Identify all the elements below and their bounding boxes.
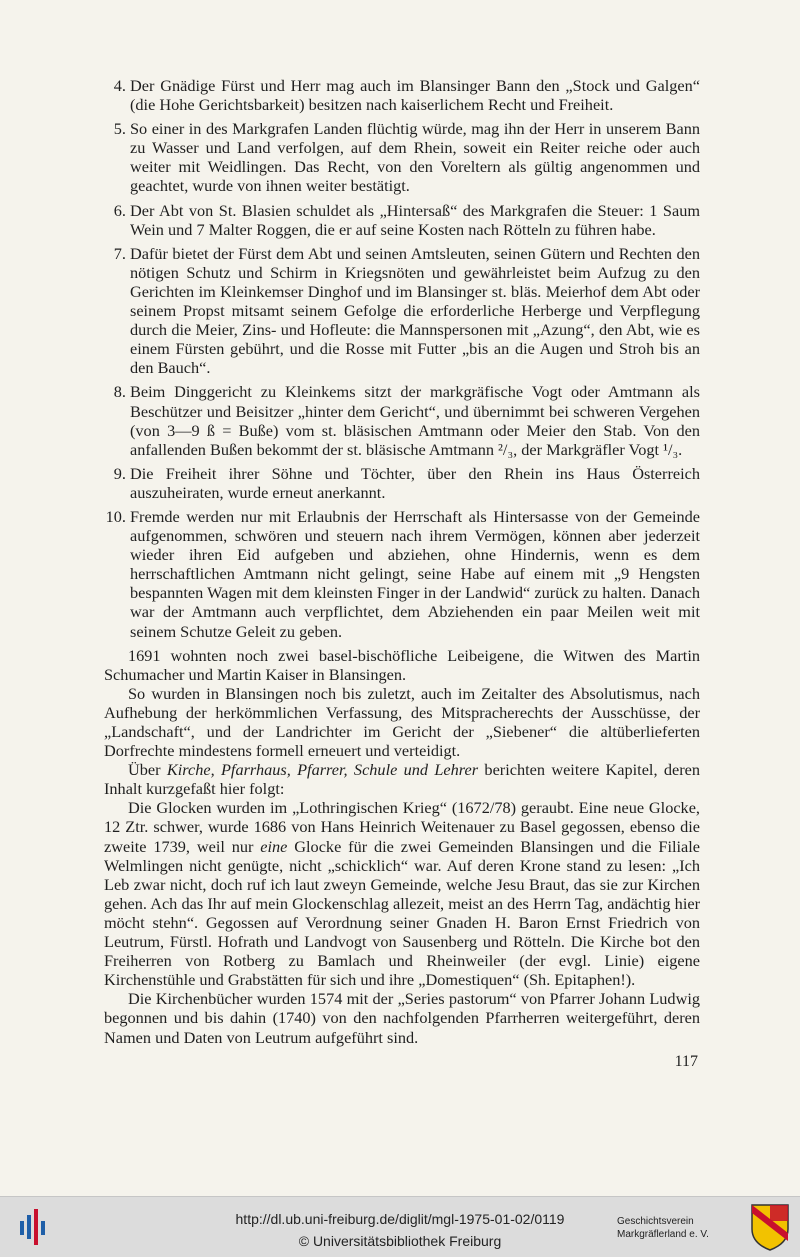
list-item (104, 201, 700, 239)
page-number: 117 (674, 1053, 698, 1070)
list-item-number: 8. (113, 382, 126, 402)
numbered-list (104, 76, 700, 641)
list-item-text: Der Abt von St. Blasien schuldet als „Hintersaß“ des Markgrafen die Steuer: 1 Saum Wein und 7 Malter Roggen, die er auf seine Kosten nach Rötteln zu führen habe. (130, 200, 700, 239)
list-item (104, 507, 700, 641)
list-item-number: 10. (105, 506, 126, 526)
society-name: Geschichtsverein Markgräflerland e. V. (617, 1216, 709, 1240)
list-item-text: Fremde werden nur mit Erlaubnis der Herrschaft als Hintersasse von der Gemeinde aufgenommen, schwören und steuern nach ihrem Vermögen, können aber jederzeit wieder ihren Eid aufgeben und abziehen, ohne Hindernis, wenn es dem herrschaftlichen Amtmann nicht gelingt, seine Habe auf einem mit „9 Hengsten bespannten Wagen mit dem kleinsten Finger in der Landwid“ zurück zu halten. Danach war der Amtmann auch verpflichtet, dem Abziehenden ein paar Meilen weit mit seinem Schutze Geleit zu geben. (130, 506, 700, 641)
list-item (104, 382, 700, 458)
list-item-number: 5. (113, 119, 126, 139)
list-item-number: 6. (113, 200, 126, 220)
viewer-footer (0, 1196, 800, 1257)
paragraph-church-books: Die Kirchenbücher wurden 1574 mit der „Series pastorum“ von Pfarrer Johann Ludwig begonnen und bis dahin (1740) von den nachfolgenden Pfarrherren weitergeführt, deren Namen und Daten von Leutrum aufgeführt sind. (104, 989, 700, 1047)
list-item-text: So einer in des Markgrafen Landen flüchtig würde, mag ihn der Herr in unserem Bann zu Wasser und Land verfolgen, auf dem Rhein, soweit ein Reiter reiche oder auch weiter mit Weidlingen. Das Recht, von den Voreltern als gültig angenommen und geachtet, wurde von ihnen weiter bestätigt. (130, 119, 700, 196)
list-item (104, 464, 700, 502)
emphasis-eine: eine (260, 836, 288, 856)
list-item-number: 9. (113, 463, 126, 483)
emphasis-topics: Kirche, Pfarrhaus, Pfarrer, Schule und Lehrer (166, 760, 479, 780)
permalink-url[interactable]: http://dl.ub.uni-freiburg.de/diglit/mgl-1975-01-02/0119 (235, 1211, 565, 1227)
paragraph-absolutism: So wurden in Blansingen noch bis zuletzt, auch im Zeitalter des Absolutismus, nach Aufhebung der herkömmlichen Verfassung, des Mitspracherechts der Ausschüsse, der „Landschaft“, und der Landrichter im Gericht der „Siebener“ die altüberlieferten Dorfrechte mindestens formell erneuert und verteidigt. (104, 683, 700, 761)
list-item (104, 76, 700, 114)
paragraph-church-intro: Über Kirche, Pfarrhaus, Pfarrer, Schule und Lehrer berichten weitere Kapitel, deren Inhalt kurzgefaßt hier folgt: (104, 760, 701, 799)
list-item-text: Dafür bietet der Fürst dem Abt und seinen Amtsleuten, seinen Gütern und Rechten den nötigen Schutz und Schirm in Kriegsnöten und gewährleistet beim Aufzug zu den Gerichten im Kleinkemser Dinghof und im Blansinger st. bläs. Meierhof dem Abt oder seinem Propst mitsamt seinem Gefolge die erforderliche Herberge und Verpflegung durch die Meier, Zins- und Hofleute: die Mannspersonen mit „Azung“, den Abt, wie es einem Fürsten gebührt, und die Rosse mit Futter „bis an die Augen und Stroh bis an den Bauch“. (130, 243, 700, 378)
list-item-number: 4. (113, 76, 126, 95)
paragraph-1691: 1691 wohnten noch zwei basel-bischöfliche Leibeigene, die Witwen des Martin Schumacher und Martin Kaiser in Blansingen. (104, 645, 700, 684)
list-item-text: Beim Dinggericht zu Kleinkems sitzt der markgräfische Vogt oder Amtmann als Beschützer und Beisitzer „hinter dem Gericht“, und übernimmt bei schweren Vergehen (von 3—9 ß = Buße) vom st. bläsischen Amtmann oder Meier den Stab. Von den anfallenden Bußen bekommt der st. bläsische Amtmann ²/₃, der Markgräfler Vogt ¹/₃. (130, 382, 700, 459)
list-item-text: Der Gnädige Fürst und Herr mag auch im Blansinger Bann den „Stock und Galgen“ (die Hohe Gerichtsbarkeit) besitzen nach kaiserlichem Recht und Freiheit. (130, 76, 700, 115)
list-item (104, 119, 700, 195)
paragraph-bells: Die Glocken wurden im „Lothringischen Krieg“ (1672/78) geraubt. Eine neue Glocke, 12 Ztr. schwer, wurde 1686 von Hans Heinrich Weitenauer zu Basel gegossen, ebenso die zweite 1739, weil nur eine Glocke für die zwei Gemeinden Blansingen und die Filiale Welmlingen nicht genügte, nicht „schicklich“ war. Auf deren Krone stand zu lesen: „Ich Leb zwar nicht, doch ruf ich laut zweyn Gemeinde, welche Jesu Braut, das sie zur Kirchen gehen. Ach das Ihr auf mein Glockenschlag allezeit, meist an des Herrn Tag, andächtig hier möcht stehn“. Gegossen auf Verordnung seiner Gnaden H. Baron Ernst Friedrich von Leutrum, Fürstl. Hofrath und Landvogt von Sausenberg und Rötteln. Die Kirche bot den Freiherren von Rotberg zu Bamlach und Rheinweiler (der evgl. Linie) eigene Kirchenstühle und Grabstätten für sich und ihre „Domestiquen“ (Sh. Epitaphen!). (104, 798, 700, 990)
list-item (104, 244, 700, 378)
ub-freiburg-logo-icon[interactable] (18, 1207, 50, 1247)
coat-of-arms-icon (750, 1203, 790, 1251)
copyright-notice: © Universitätsbibliothek Freiburg (298, 1233, 502, 1249)
list-item-number: 7. (113, 243, 126, 263)
list-item-text: Die Freiheit ihrer Söhne und Töchter, über den Rhein ins Haus Österreich auszuheiraten, wurde erneut anerkannt. (130, 463, 700, 502)
page-text (104, 76, 700, 1047)
